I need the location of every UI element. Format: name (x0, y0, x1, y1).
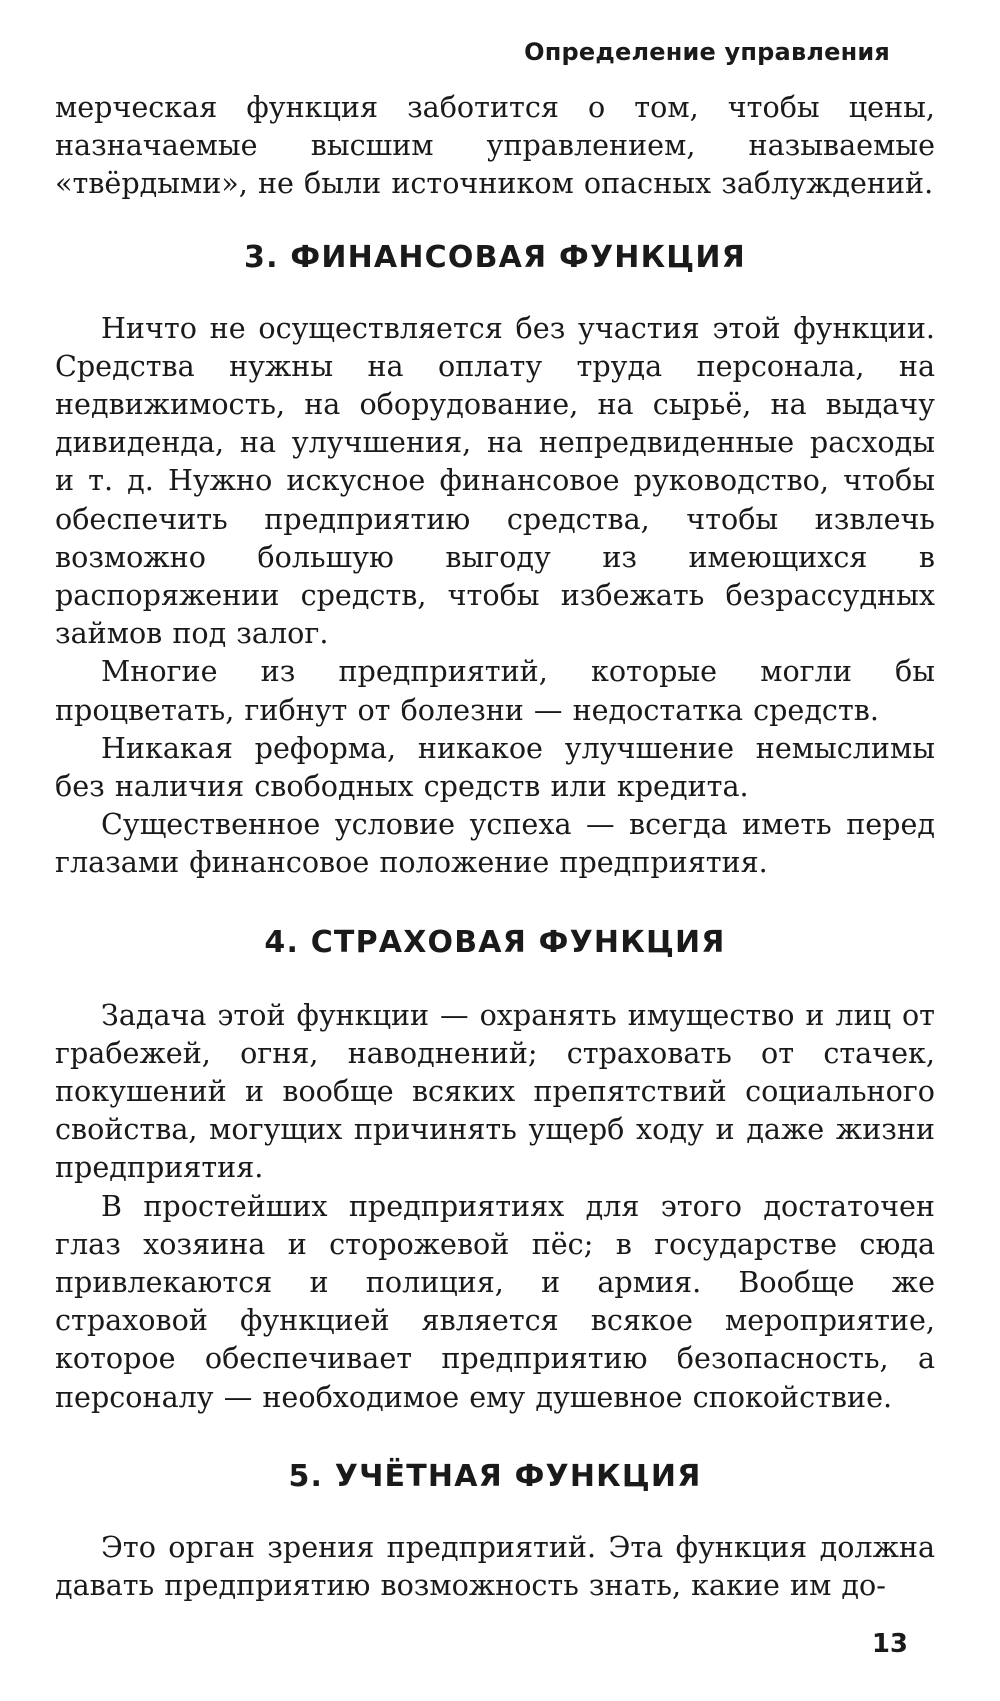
accounting-paragraph-1: Это орган зрения предприятий. Эта функция должна давать предприятию возможность знать, какие им до- (55, 1529, 935, 1603)
body-text (55, 88, 935, 1604)
intro-paragraph: мерческая функция заботится о том, чтобы цены, назначаемые высшим управлением, называемые «твёрдыми», не были источником опасных заблуждений. (55, 90, 935, 201)
section-heading-accounting: 5. УЧЁТНАЯ ФУНКЦИЯ (288, 1458, 702, 1494)
insurance-paragraph-1: Задача этой функции — охранять имущество и лиц от грабежей, огня, наводнений; страховать от стачек, покушений и вообще всяких препятствий социального свойства, могущих причинять ущерб ходу и даже жизни предприятия. (55, 997, 935, 1185)
financial-paragraph-4: Существенное условие успеха — всегда иметь перед глазами финансовое положение предприятия. (55, 807, 935, 880)
section-heading-financial: 3. ФИНАНСОВАЯ ФУНКЦИЯ (244, 239, 746, 275)
financial-paragraph-2: Многие из предприятий, которые могли бы процветать, гибнут от болезни — недостатка средств. (55, 654, 935, 727)
section-heading-insurance: 4. СТРАХОВАЯ ФУНКЦИЯ (264, 924, 726, 960)
running-head: Определение управления (524, 38, 890, 66)
financial-paragraph-1: Ничто не осуществляется без участия этой функции. Средства нужны на оплату труда персонала, на недвижимость, на оборудование, на сырьё, на выдачу дивиденда, на улучшения, на непредвиденные расходы и т. д. Нужно искусное финансовое руководство, чтобы обеспечить предприятию средства, чтобы извлечь возможно большую выгоду из имеющихся в распоряжении средств, чтобы избежать безрассудных займов под залог. (55, 310, 935, 651)
page-number: 13 (871, 1629, 908, 1659)
insurance-paragraph-2: В простейших предприятиях для этого достаточен глаз хозяина и сторожевой пёс; в государстве сюда привлекаются и полиция, и армия. Вообще же страховой функцией является всякое мероприятие, которое обеспечивает предприятию безопасность, а персоналу — необходимое ему душевное спокойствие. (55, 1188, 935, 1414)
financial-paragraph-3: Никакая реформа, никакое улучшение немыслимы без наличия свободных средств или кредита. (55, 730, 935, 804)
